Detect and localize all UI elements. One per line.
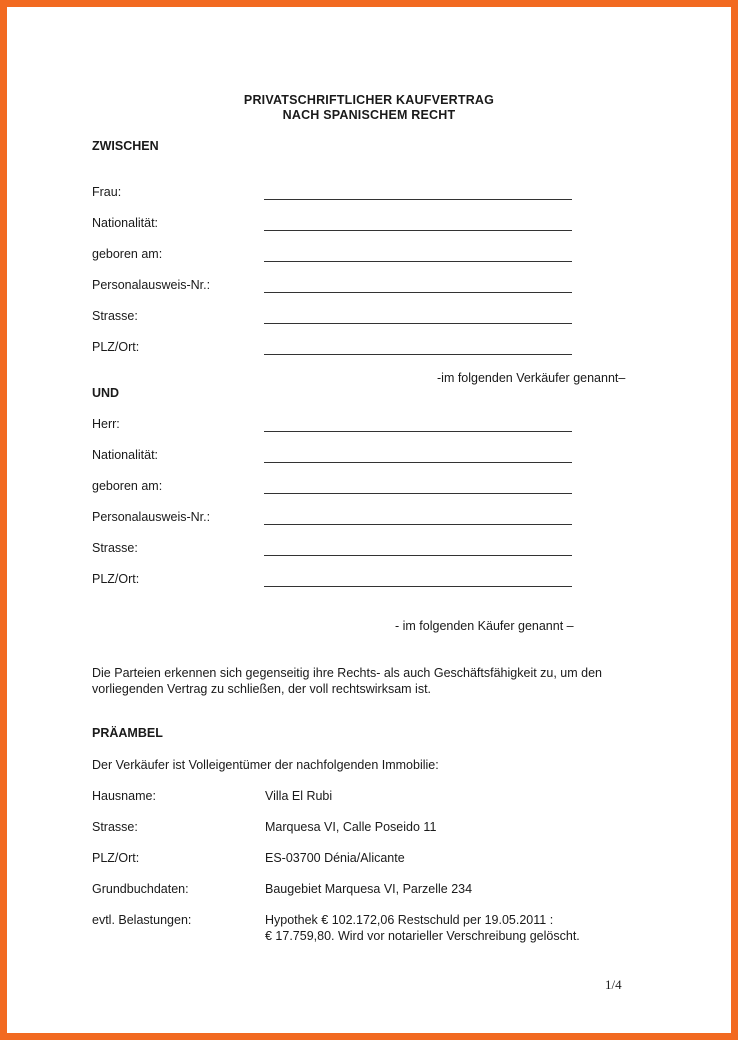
buyer-born-field[interactable] [264,493,572,494]
seller-born-label: geboren am: [92,247,163,261]
charges-label: evtl. Belastungen: [92,913,192,927]
seller-street-label: Strasse: [92,309,138,323]
land-register-value: Baugebiet Marquesa VI, Parzelle 234 [265,882,473,896]
buyer-zip-field[interactable] [264,586,572,587]
seller-id-field[interactable] [264,292,572,293]
charges-value-line2: € 17.759,80. Wird vor notarieller Verschreibung gelöscht. [265,929,580,943]
intro-line-1: Die Parteien erkennen sich gegenseitig ihre Rechts- als auch Geschäftsfähigkeit zu, um den [92,666,603,680]
buyer-herr-label: Herr: [92,417,120,431]
seller-id-label: Personalausweis-Nr.: [92,278,211,292]
seller-street-field[interactable] [264,323,572,324]
buyer-street-label: Strasse: [92,541,138,555]
buyer-id-label: Personalausweis-Nr.: [92,510,211,524]
property-street-value: Marquesa VI, Calle Poseido 11 [265,820,437,834]
section-between-heading: ZWISCHEN [92,139,159,153]
section-and-heading: UND [92,386,120,400]
intro-paragraph [92,665,652,697]
house-name-label: Hausname: [92,789,156,803]
document-title-line1: PRIVATSCHRIFTLICHER KAUFVERTRAG [243,93,495,107]
charges-value-line1: Hypothek € 102.172,06 Restschuld per 19.05.2011 : [265,913,554,927]
seller-frau-field[interactable] [264,199,572,200]
property-zip-value: ES-03700 Dénia/Alicante [265,851,405,865]
section-preamble-heading: PRÄAMBEL [92,726,163,740]
buyer-zip-label: PLZ/Ort: [92,572,140,586]
property-street-label: Strasse: [92,820,138,834]
seller-nationality-field[interactable] [264,230,572,231]
seller-nationality-label: Nationalität: [92,216,159,230]
buyer-note: - im folgenden Käufer genannt – [395,619,574,633]
seller-born-field[interactable] [264,261,572,262]
seller-note: -im folgenden Verkäufer genannt– [437,371,626,385]
land-register-label: Grundbuchdaten: [92,882,189,896]
seller-zip-label: PLZ/Ort: [92,340,140,354]
buyer-nationality-label: Nationalität: [92,448,159,462]
seller-zip-field[interactable] [264,354,572,355]
buyer-born-label: geboren am: [92,479,163,493]
intro-line-2: vorliegenden Vertrag zu schließen, der voll rechtswirksam ist. [92,682,432,696]
buyer-id-field[interactable] [264,524,572,525]
property-zip-label: PLZ/Ort: [92,851,140,865]
seller-frau-label: Frau: [92,185,122,199]
document-title-line2: NACH SPANISCHEM RECHT [282,108,456,122]
preamble-text: Der Verkäufer ist Volleigentümer der nachfolgenden Immobilie: [92,758,439,772]
house-name-value: Villa El Rubi [265,789,333,803]
buyer-herr-field[interactable] [264,431,572,432]
page-number: 1/4 [605,977,622,992]
document-page [7,7,731,1033]
buyer-street-field[interactable] [264,555,572,556]
buyer-nationality-field[interactable] [264,462,572,463]
